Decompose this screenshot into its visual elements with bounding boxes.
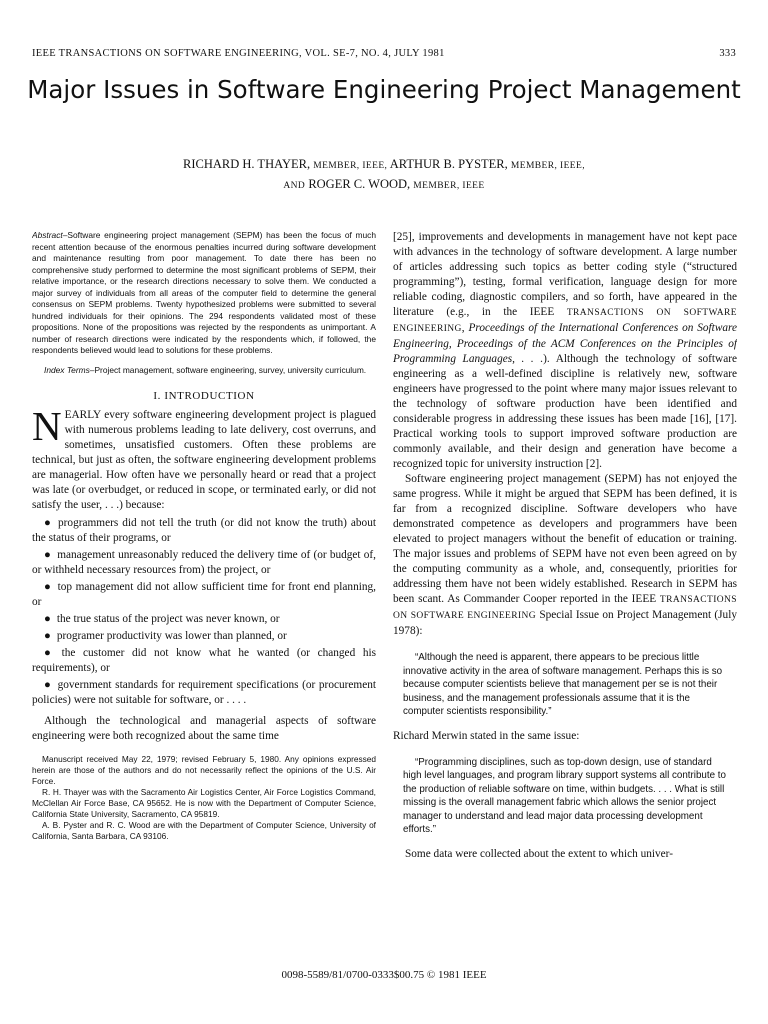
- journal-name-smallcaps: TRANSACTIONS ON SOFTWARE ENGINEERING: [393, 595, 737, 621]
- bullet-icon: ●: [44, 630, 51, 642]
- left-column: [32, 230, 376, 965]
- paper-title: Major Issues in Software Engineering Project Management: [27, 75, 741, 104]
- intro-closing-paragraph: Although the technological and managerial aspects of software engineering were both recognized about the same time: [32, 715, 376, 742]
- list-item: ● government standards for requirement specifications (or procurement policies) were not suitable for software, or . . . .: [32, 679, 376, 706]
- continuing-paragraph: Some data were collected about the extent to which univer-: [405, 847, 673, 860]
- author-list: [0, 155, 768, 195]
- bullet-icon: ●: [44, 549, 52, 561]
- author-line-2: [0, 175, 768, 195]
- bullet-icon: ●: [44, 581, 52, 593]
- index-terms: [32, 365, 376, 377]
- right-column: [393, 230, 737, 965]
- list-item: ● management unreasonably reduced the delivery time of (or budget of, or withheld necessary resources from) the project, or: [32, 549, 376, 576]
- problem-bullet-list: [32, 516, 376, 708]
- abstract-lead: Abstract: [32, 230, 63, 240]
- index-terms-lead: Index Terms: [44, 364, 90, 375]
- body-paragraph: Software engineering project management (SEPM) has not enjoyed the same progress. While it might be argued that SEPM has been defined, it is far from a recognized discipline. Software developers who have demonstrated competence as developers and programmers have been elevated to project managers without the benefit of education or training. The major issues and problems of SEPM have not even been agreed on by the computing community as a whole, and, consequently, priorities for addressing them have not been widely established. Research in SEPM has been scant. As Commander Cooper reported in the IEEE TRANSACTIONS ON SOFTWARE ENGINEERING Special Issue on Project Management (July 1978):: [393, 473, 737, 637]
- footnote-manuscript: Manuscript received May 22, 1979; revised February 5, 1980. Any opinions expressed herein are those of the authors and do not necessarily reflect the opinions of the U.S. Air Force.: [32, 754, 376, 786]
- merwin-intro-line: Richard Merwin stated in the same issue:: [393, 729, 580, 742]
- author-role: MEMBER, IEEE,: [313, 161, 388, 171]
- footnote-affiliation: A. B. Pyster and R. C. Wood are with the Department of Computer Science, University of California, Santa Barbara, CA 93106.: [32, 820, 376, 841]
- drop-cap: N: [32, 403, 62, 449]
- bullet-icon: ●: [44, 517, 53, 529]
- list-item: ● programmers did not tell the truth (or did not know the truth) about the status of their programs, or: [32, 517, 376, 544]
- section-heading-introduction: I. INTRODUCTION: [153, 390, 255, 402]
- footnotes: [32, 754, 376, 842]
- index-terms-text: –Project management, software engineering, survey, university curriculum.: [89, 364, 367, 375]
- list-item: ● the true status of the project was never known, or: [44, 613, 280, 625]
- page-number: 333: [719, 48, 736, 59]
- bullet-icon: ●: [44, 647, 56, 659]
- block-quote-cooper: “Although the need is apparent, there appears to be precious little innovative activity in the area of software management. Perhaps this is so because computer scientists believe that management per se is not their business, and the management professionals assume that it is the computer scientists responsibility.”: [403, 652, 723, 717]
- bullet-icon: ●: [44, 613, 51, 625]
- intro-paragraph: [32, 403, 376, 513]
- list-item: ● top management did not allow sufficient time for front end planning, or: [32, 581, 376, 608]
- list-item: ● the customer did not know what he wanted (or changed his requirements), or: [32, 647, 376, 674]
- proceedings-italic: Proceedings of the International Conferences on Software Engineering, Proceedings of the ACM Conferences on the Principles of Programming Languages, . . .: [393, 322, 737, 365]
- journal-name-smallcaps: TRANSACTIONS ON SOFTWARE ENGINEERING: [393, 308, 737, 334]
- list-item: ● programer productivity was lower than planned, or: [44, 630, 287, 642]
- block-quote-merwin: “Programming disciplines, such as top-down design, use of standard high level languages, and program library support systems all contribute to the production of reliable software on time, within budgets. . . . What is still missing is the overall management fabric which allows the senior project manager to understand and lead major data processing development efforts.”: [403, 756, 726, 835]
- author-role: MEMBER, IEEE,: [510, 161, 585, 171]
- abstract: [32, 230, 376, 357]
- journal-citation: IEEE TRANSACTIONS ON SOFTWARE ENGINEERING, VOL. SE-7, NO. 4, JULY 1981: [32, 48, 445, 59]
- author-line-1: [0, 155, 768, 175]
- author-name: ARTHUR B. PYSTER,: [389, 157, 508, 171]
- author-role: MEMBER, IEEE: [413, 181, 485, 191]
- copyright-footer: 0098-5589/81/0700-0333$00.75 © 1981 IEEE: [281, 969, 487, 981]
- abstract-text: –Software engineering project management (SEPM) has been the focus of much recent attention because of the enormous penalties incurred during software development and maintenance resulting from poor management. To date there has been no comprehensive study performed to determine the most significant problems of SEPM, their relative importance, or the research directions necessary to solve them. We conducted a major survey of individuals from all areas of the computer field to determine the general consensus on SEPM problems. Twenty hypothesized problems were submitted to several hundred individuals for their opinions. The 294 respondents validated most of these propositions. None of the propositions was rejected by the respondents as unimportant. A number of research directions were indicated by the respondents which, if followed, the respondents believed would lead to solutions for these problems.: [32, 230, 376, 355]
- author-name: ROGER C. WOOD,: [308, 177, 411, 191]
- intro-opening-text: EARLY every software engineering development project is plagued with numerous problems leading to late delivery, cost overruns, and sometimes, unsatisfied customers. Often these problems are technical, but just as often, the software engineering development problems are managerial. How often have we personally heard or read that a project was late (or overbudget, or reduced in scope, or terminated early, or did not satisfy the user, . . .) because:: [32, 409, 376, 511]
- author-name: RICHARD H. THAYER,: [183, 157, 311, 171]
- and-word: AND: [283, 181, 306, 191]
- bullet-icon: ●: [44, 679, 52, 691]
- footnote-affiliation: R. H. Thayer was with the Sacramento Air Logistics Center, Air Force Logistics Command, McClellan Air Force Base, CA 95652. He is now with the Department of Computer Science, California State University, Sacramento, CA 95819.: [32, 787, 376, 819]
- body-paragraph: [25], improvements and developments in management have not kept pace with advances in the technology of software development. A large number of articles addressing such topics as better coding style (“structured programming”), testing, formal verification, language design for more reliable coding, diagnostic compilers, and so forth, have appeared in the literature (e.g., in the IEEE TRANSACTIONS ON SOFTWARE ENGINEERING, Proceedings of the International Conferences on Software Engineering, Proceedings of the ACM Conferences on the Principles of Programming Languages, . . .). Although the technology of software engineering as a well-defined discipline is relatively new, software engineers have progressed to the point where many major issues relevant to the technology of software production have been identified and considerable progress in addressing these issues has been made [16], [17]. Practical working tools to support improved software production are commonly available, and their design and generation have become a recognized topic for university instruction [2].: [393, 231, 737, 470]
